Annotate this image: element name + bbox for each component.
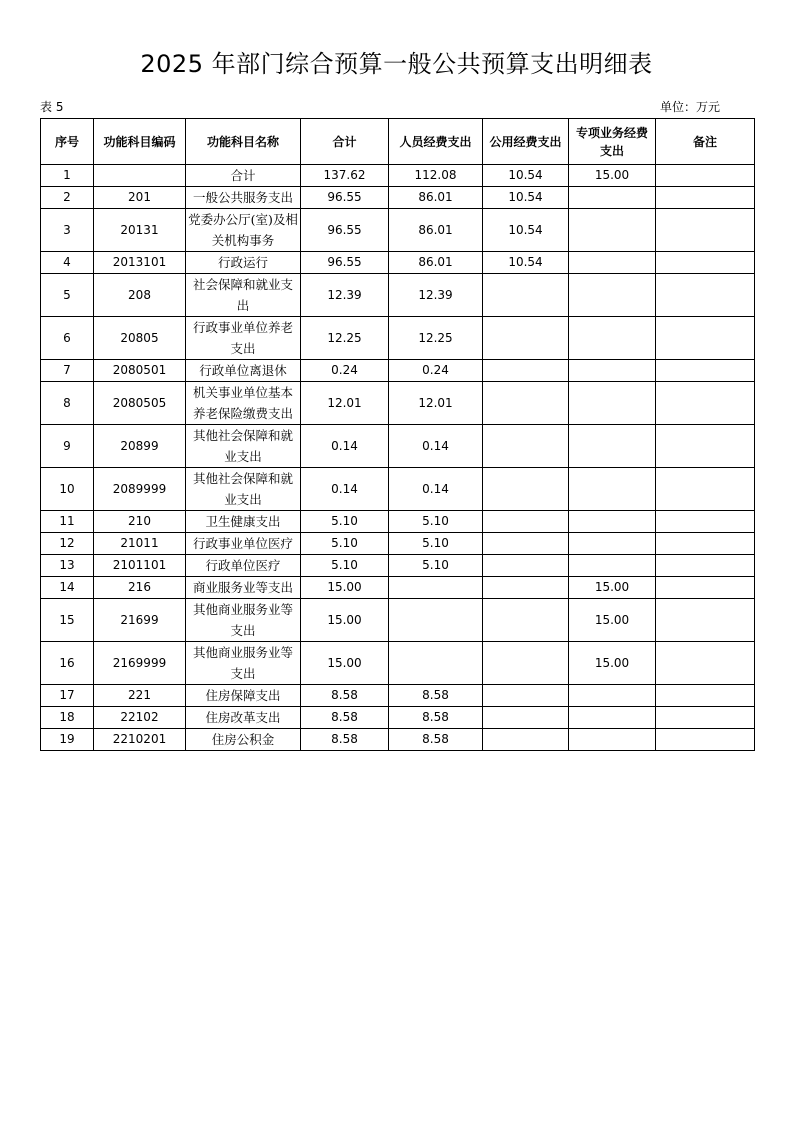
cell-public: 10.54: [483, 252, 569, 274]
cell-code: 2089999: [94, 468, 186, 511]
cell-remark: [656, 382, 755, 425]
cell-name: 合计: [186, 165, 301, 187]
cell-seq: 19: [41, 729, 94, 751]
cell-code: 210: [94, 511, 186, 533]
table-row: [41, 425, 755, 468]
cell-code: 201: [94, 187, 186, 209]
cell-personnel: 0.14: [389, 425, 483, 468]
cell-remark: [656, 642, 755, 685]
cell-special: [569, 252, 656, 274]
cell-public: [483, 533, 569, 555]
cell-name: 行政单位离退休: [186, 360, 301, 382]
header-public: 公用经费支出: [483, 119, 569, 165]
cell-personnel: 8.58: [389, 729, 483, 751]
cell-personnel: 86.01: [389, 252, 483, 274]
cell-public: [483, 360, 569, 382]
cell-public: [483, 511, 569, 533]
cell-remark: [656, 165, 755, 187]
cell-total: 12.01: [301, 382, 389, 425]
cell-name: 其他商业服务业等支出: [186, 599, 301, 642]
expenditure-table: [40, 118, 755, 751]
cell-total: 8.58: [301, 685, 389, 707]
cell-name: 行政事业单位养老支出: [186, 317, 301, 360]
cell-public: [483, 425, 569, 468]
cell-name: 卫生健康支出: [186, 511, 301, 533]
cell-name: 其他社会保障和就业支出: [186, 468, 301, 511]
cell-personnel: 0.14: [389, 468, 483, 511]
table-row: [41, 533, 755, 555]
cell-seq: 18: [41, 707, 94, 729]
header-total: 合计: [301, 119, 389, 165]
table-body: [41, 165, 755, 751]
cell-name: 机关事业单位基本养老保险缴费支出: [186, 382, 301, 425]
cell-seq: 1: [41, 165, 94, 187]
cell-name: 党委办公厅(室)及相关机构事务: [186, 209, 301, 252]
cell-public: 10.54: [483, 187, 569, 209]
table-row: [41, 707, 755, 729]
cell-remark: [656, 577, 755, 599]
cell-personnel: 8.58: [389, 685, 483, 707]
cell-code: 22102: [94, 707, 186, 729]
cell-public: [483, 555, 569, 577]
cell-remark: [656, 360, 755, 382]
cell-name: 商业服务业等支出: [186, 577, 301, 599]
cell-total: 0.14: [301, 425, 389, 468]
header-remark: 备注: [656, 119, 755, 165]
cell-public: [483, 642, 569, 685]
cell-personnel: 5.10: [389, 533, 483, 555]
cell-special: 15.00: [569, 599, 656, 642]
cell-special: [569, 468, 656, 511]
cell-remark: [656, 468, 755, 511]
table-row: [41, 685, 755, 707]
cell-name: 住房公积金: [186, 729, 301, 751]
page-title: 2025 年部门综合预算一般公共预算支出明细表: [140, 50, 653, 78]
cell-remark: [656, 599, 755, 642]
cell-total: 5.10: [301, 533, 389, 555]
header-name: 功能科目名称: [186, 119, 301, 165]
cell-code: 21699: [94, 599, 186, 642]
cell-code: 20805: [94, 317, 186, 360]
cell-code: 208: [94, 274, 186, 317]
cell-seq: 9: [41, 425, 94, 468]
cell-remark: [656, 533, 755, 555]
cell-personnel: [389, 642, 483, 685]
cell-special: [569, 511, 656, 533]
cell-remark: [656, 685, 755, 707]
header-personnel: 人员经费支出: [389, 119, 483, 165]
cell-public: [483, 274, 569, 317]
cell-code: 2101101: [94, 555, 186, 577]
table-row: [41, 599, 755, 642]
cell-code: 216: [94, 577, 186, 599]
cell-code: 2013101: [94, 252, 186, 274]
cell-seq: 7: [41, 360, 94, 382]
cell-remark: [656, 511, 755, 533]
table-number: 表 5: [40, 100, 64, 114]
cell-total: 15.00: [301, 599, 389, 642]
cell-public: [483, 468, 569, 511]
cell-name: 行政事业单位医疗: [186, 533, 301, 555]
cell-total: 5.10: [301, 555, 389, 577]
cell-code: 2210201: [94, 729, 186, 751]
cell-special: [569, 707, 656, 729]
cell-name: 住房保障支出: [186, 685, 301, 707]
cell-remark: [656, 707, 755, 729]
table-row: [41, 511, 755, 533]
cell-total: 0.14: [301, 468, 389, 511]
cell-personnel: 12.39: [389, 274, 483, 317]
cell-public: 10.54: [483, 165, 569, 187]
cell-seq: 3: [41, 209, 94, 252]
cell-special: [569, 317, 656, 360]
cell-code: 20131: [94, 209, 186, 252]
cell-special: [569, 209, 656, 252]
cell-code: [94, 165, 186, 187]
cell-public: [483, 317, 569, 360]
cell-seq: 2: [41, 187, 94, 209]
header-code: 功能科目编码: [94, 119, 186, 165]
table-row: [41, 317, 755, 360]
cell-total: 96.55: [301, 252, 389, 274]
cell-special: [569, 274, 656, 317]
cell-seq: 6: [41, 317, 94, 360]
table-row: [41, 360, 755, 382]
table-row: [41, 187, 755, 209]
cell-special: [569, 360, 656, 382]
cell-code: 21011: [94, 533, 186, 555]
table-row: [41, 577, 755, 599]
cell-public: 10.54: [483, 209, 569, 252]
cell-code: 2080501: [94, 360, 186, 382]
cell-special: 15.00: [569, 165, 656, 187]
cell-name: 其他社会保障和就业支出: [186, 425, 301, 468]
cell-personnel: 12.25: [389, 317, 483, 360]
cell-remark: [656, 555, 755, 577]
table-row: [41, 468, 755, 511]
cell-public: [483, 382, 569, 425]
table-row: [41, 209, 755, 252]
cell-total: 96.55: [301, 209, 389, 252]
cell-name: 住房改革支出: [186, 707, 301, 729]
cell-seq: 17: [41, 685, 94, 707]
cell-seq: 15: [41, 599, 94, 642]
cell-remark: [656, 209, 755, 252]
cell-special: [569, 729, 656, 751]
cell-personnel: [389, 599, 483, 642]
cell-public: [483, 729, 569, 751]
cell-personnel: [389, 577, 483, 599]
cell-total: 8.58: [301, 707, 389, 729]
cell-public: [483, 707, 569, 729]
cell-seq: 8: [41, 382, 94, 425]
cell-seq: 5: [41, 274, 94, 317]
cell-total: 12.39: [301, 274, 389, 317]
table-row: [41, 165, 755, 187]
cell-code: 20899: [94, 425, 186, 468]
cell-seq: 10: [41, 468, 94, 511]
cell-remark: [656, 187, 755, 209]
cell-special: [569, 555, 656, 577]
table-row: [41, 555, 755, 577]
cell-seq: 16: [41, 642, 94, 685]
cell-seq: 11: [41, 511, 94, 533]
cell-total: 15.00: [301, 577, 389, 599]
table-row: [41, 274, 755, 317]
table-row: [41, 642, 755, 685]
cell-special: 15.00: [569, 577, 656, 599]
cell-name: 其他商业服务业等支出: [186, 642, 301, 685]
cell-personnel: 8.58: [389, 707, 483, 729]
header-seq: 序号: [41, 119, 94, 165]
unit-label: 单位：万元: [659, 100, 720, 114]
table-header-row: [41, 119, 755, 165]
table-row: [41, 252, 755, 274]
cell-remark: [656, 729, 755, 751]
cell-personnel: 12.01: [389, 382, 483, 425]
cell-public: [483, 577, 569, 599]
table-row: [41, 729, 755, 751]
cell-seq: 13: [41, 555, 94, 577]
cell-code: 2080505: [94, 382, 186, 425]
table-row: [41, 382, 755, 425]
cell-total: 96.55: [301, 187, 389, 209]
cell-special: [569, 533, 656, 555]
cell-public: [483, 599, 569, 642]
cell-name: 行政运行: [186, 252, 301, 274]
cell-name: 一般公共服务支出: [186, 187, 301, 209]
cell-personnel: 86.01: [389, 187, 483, 209]
cell-special: [569, 382, 656, 425]
cell-code: 221: [94, 685, 186, 707]
header-special: 专项业务经费支出: [569, 119, 656, 165]
cell-personnel: 0.24: [389, 360, 483, 382]
cell-seq: 14: [41, 577, 94, 599]
cell-total: 5.10: [301, 511, 389, 533]
cell-remark: [656, 274, 755, 317]
cell-public: [483, 685, 569, 707]
cell-code: 2169999: [94, 642, 186, 685]
cell-special: 15.00: [569, 642, 656, 685]
cell-name: 社会保障和就业支出: [186, 274, 301, 317]
cell-personnel: 112.08: [389, 165, 483, 187]
cell-total: 0.24: [301, 360, 389, 382]
cell-total: 137.62: [301, 165, 389, 187]
cell-remark: [656, 317, 755, 360]
cell-remark: [656, 252, 755, 274]
cell-personnel: 86.01: [389, 209, 483, 252]
cell-seq: 4: [41, 252, 94, 274]
cell-special: [569, 685, 656, 707]
cell-special: [569, 187, 656, 209]
cell-total: 15.00: [301, 642, 389, 685]
cell-remark: [656, 425, 755, 468]
cell-total: 8.58: [301, 729, 389, 751]
cell-total: 12.25: [301, 317, 389, 360]
cell-special: [569, 425, 656, 468]
cell-personnel: 5.10: [389, 511, 483, 533]
cell-name: 行政单位医疗: [186, 555, 301, 577]
cell-personnel: 5.10: [389, 555, 483, 577]
cell-seq: 12: [41, 533, 94, 555]
